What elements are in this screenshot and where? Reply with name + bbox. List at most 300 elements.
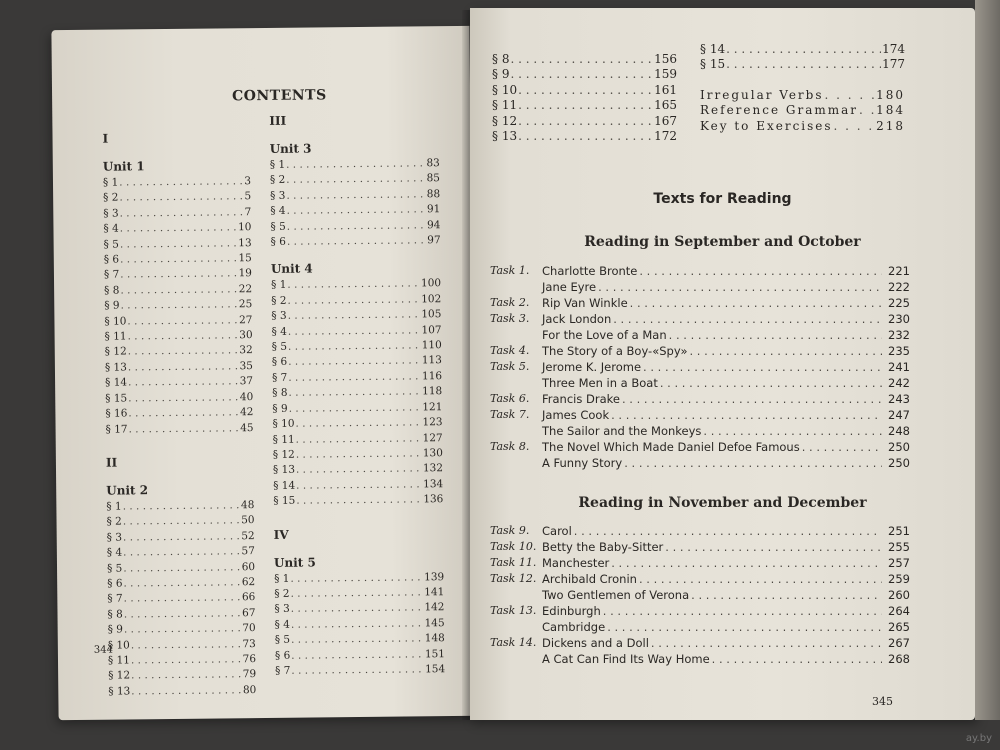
leader-dots: [120, 282, 237, 299]
toc-row: [270, 218, 440, 235]
leader-dots: [598, 279, 882, 295]
toc-row-label: § 4: [274, 618, 290, 631]
task-page: 255: [888, 540, 910, 554]
task-label: Task 7.: [490, 408, 530, 421]
task-label: [490, 279, 542, 295]
part-heading-III: III: [269, 113, 287, 128]
toc-row-label: § 1: [274, 572, 290, 585]
toc-row: [700, 42, 905, 57]
toc-row: [700, 119, 905, 134]
leader-dots: [296, 492, 422, 509]
toc-row-page: 80: [242, 683, 257, 697]
task-row: [490, 455, 910, 471]
task-page: 250: [888, 440, 910, 454]
task-row: [490, 407, 910, 423]
toc-row-page: 73: [242, 637, 256, 650]
task-row: [490, 603, 910, 619]
leader-dots: [128, 375, 239, 392]
leader-dots: [288, 354, 421, 371]
toc-row: [105, 390, 253, 407]
toc-row-page: 139: [424, 570, 445, 583]
toc-row-page: 145: [424, 616, 445, 630]
toc-row-label: § 14: [700, 42, 726, 56]
toc-row-label: § 3: [103, 207, 119, 220]
leader-dots: [123, 498, 240, 515]
toc-row-label: § 3: [106, 531, 123, 544]
leader-dots: [296, 446, 422, 463]
leader-dots: [611, 407, 882, 423]
contents-column-b: [269, 106, 445, 679]
toc-row-label: § 3: [274, 603, 290, 616]
task-row: [490, 635, 910, 651]
toc-row: [272, 415, 442, 432]
leader-dots: [120, 267, 237, 284]
toc-row-label: § 13: [272, 463, 296, 477]
toc-row-page: 19: [238, 267, 253, 280]
toc-row-page: 174: [882, 42, 905, 56]
contents-column-a: [102, 124, 256, 700]
toc-row-label: § 10: [492, 82, 518, 97]
task-title: Betty the Baby-Sitter: [542, 540, 664, 554]
toc-row-page: 118: [422, 385, 443, 398]
toc-row-page: 79: [242, 668, 257, 681]
task-title: Charlotte Bronte: [542, 264, 638, 278]
toc-row-page: 60: [241, 560, 256, 573]
task-label: Task 4.: [490, 344, 530, 357]
leader-dots: [643, 359, 882, 375]
toc-row-label: § 15: [700, 57, 726, 72]
leader-dots: [518, 83, 653, 98]
toc-row-label: § 11: [107, 654, 131, 667]
task-title: A Funny Story: [542, 456, 623, 470]
left-page: [51, 26, 476, 720]
toc-row-label: § 3: [271, 310, 287, 323]
task-page: 243: [888, 392, 910, 406]
task-page: 221: [888, 264, 910, 278]
task-row: [490, 279, 910, 295]
task-page: 264: [888, 604, 910, 618]
toc-row-page: 154: [425, 663, 446, 676]
leader-dots: [651, 635, 882, 651]
task-page: 259: [888, 572, 910, 586]
toc-row: [107, 606, 255, 623]
leader-dots: [726, 57, 881, 72]
task-title: Rip Van Winkle: [542, 296, 628, 310]
task-list-nov-dec: [490, 523, 910, 667]
toc-row: [104, 282, 252, 299]
leader-dots: [127, 328, 238, 345]
task-label: Task 8.: [490, 440, 530, 453]
toc-row: [104, 251, 252, 268]
toc-row-page: 76: [242, 653, 257, 666]
toc-row: [272, 400, 442, 417]
toc-row-page: 105: [421, 308, 442, 321]
toc-row-page: 5: [244, 190, 252, 203]
toc-row-page: 100: [420, 277, 442, 290]
toc-row-label: § 6: [107, 577, 123, 590]
task-page: 242: [888, 376, 910, 390]
toc-row: [103, 205, 251, 222]
toc-row-label: § 13: [104, 361, 127, 374]
unit-1-rows: [103, 174, 254, 437]
toc-row: [108, 667, 256, 684]
part-heading-IV: IV: [273, 527, 289, 542]
toc-row-page: 42: [239, 406, 254, 419]
leader-dots: [726, 42, 881, 57]
toc-row-page: 32: [239, 344, 253, 357]
task-label: [490, 423, 542, 439]
toc-row-page: 113: [421, 354, 442, 367]
toc-row-page: 48: [240, 499, 255, 512]
toc-row-page: 102: [421, 292, 442, 306]
toc-row-page: 91: [426, 203, 441, 216]
toc-row-label: § 5: [274, 633, 291, 647]
leader-dots: [123, 560, 240, 577]
unit-2-rows: [106, 498, 256, 700]
toc-row-label: § 11: [272, 433, 295, 446]
toc-row-page: 121: [422, 400, 443, 414]
toc-row-label: § 1: [269, 158, 286, 171]
toc-row-page: 97: [427, 234, 441, 247]
toc-row: [103, 174, 251, 191]
task-row: [490, 439, 910, 455]
toc-row-page: 184: [876, 103, 905, 118]
task-row: [490, 263, 910, 279]
leader-dots: [286, 172, 425, 189]
toc-row-page: 57: [241, 545, 255, 558]
task-label: [490, 327, 542, 343]
leader-dots: [286, 187, 425, 204]
toc-row-label: § 5: [270, 220, 286, 233]
toc-row-label: § 12: [492, 113, 518, 128]
leader-dots: [802, 439, 882, 455]
toc-row-page: 130: [422, 447, 443, 460]
toc-row-page: 88: [426, 187, 441, 201]
task-title: Carol: [542, 524, 572, 538]
toc-row-label: § 11: [492, 98, 518, 113]
toc-row-page: 66: [241, 591, 256, 604]
task-row: [490, 295, 910, 311]
toc-row-label: § 15: [105, 392, 128, 405]
toc-row: [492, 52, 677, 67]
task-title: Two Gentlemen of Verona: [542, 588, 690, 602]
leader-dots: [518, 98, 653, 113]
leader-dots: [518, 114, 653, 129]
toc-row: [492, 83, 677, 98]
toc-row-label: § 7: [271, 371, 288, 384]
toc-row: [105, 374, 253, 391]
leader-dots: [622, 391, 882, 407]
task-label: Task 9.: [490, 524, 530, 537]
leader-dots: [290, 570, 423, 587]
leader-dots: [639, 263, 882, 279]
toc-row-page: 107: [421, 323, 442, 337]
toc-row-label: § 7: [275, 664, 291, 677]
toc-row: [105, 359, 253, 376]
toc-row: [107, 590, 255, 607]
toc-row: [492, 114, 677, 129]
toc-row-label: § 2: [103, 191, 119, 205]
toc-row-page: 148: [424, 632, 445, 645]
toc-row: [105, 344, 253, 361]
toc-row: [273, 461, 443, 478]
task-row: [490, 375, 910, 391]
leader-dots: [120, 251, 237, 268]
leader-dots: [691, 587, 882, 603]
texts-for-reading-heading: Texts for Reading: [653, 191, 792, 207]
unit-5-rows: [274, 570, 445, 680]
task-row: [490, 587, 910, 603]
leader-dots: [128, 421, 239, 438]
toc-row-page: 3: [244, 175, 252, 188]
leader-dots: [123, 529, 240, 546]
toc-row-page: 37: [239, 375, 254, 388]
leader-dots: [296, 477, 422, 494]
task-row: [490, 327, 910, 343]
task-page: 230: [888, 312, 910, 326]
task-label: Task 11.: [490, 556, 537, 569]
toc-row: [273, 446, 443, 463]
contents-title: CONTENTS: [232, 87, 327, 105]
toc-row-label: § 2: [274, 587, 290, 600]
leader-dots: [124, 606, 241, 623]
toc-row: [270, 172, 440, 189]
leader-dots: [131, 668, 242, 685]
leader-dots: [291, 616, 424, 633]
toc-row: [106, 498, 254, 515]
leader-dots: [630, 295, 882, 311]
toc-row: [271, 307, 441, 324]
task-row: [490, 359, 910, 375]
leader-dots: [712, 651, 882, 667]
toc-row-page: 40: [239, 390, 254, 403]
toc-row-page: 132: [422, 462, 444, 475]
task-label: Task 2.: [490, 296, 530, 309]
toc-row-page: 62: [241, 576, 256, 589]
task-row: [490, 391, 910, 407]
toc-row: [700, 88, 905, 103]
toc-row-page: 172: [654, 129, 677, 144]
leader-dots: [288, 338, 421, 355]
toc-row: [104, 236, 252, 253]
toc-row-page: 116: [421, 370, 443, 383]
toc-row: [108, 637, 256, 654]
task-label: Task 13.: [490, 604, 537, 617]
leader-dots: [288, 323, 421, 340]
task-label: Task 1.: [490, 264, 530, 277]
leader-dots: [624, 455, 882, 471]
toc-row-label: § 9: [492, 67, 510, 82]
toc-row: [492, 67, 677, 82]
toc-row: [271, 292, 441, 309]
task-title: Jane Eyre: [542, 280, 597, 294]
toc-row-page: 127: [422, 431, 443, 444]
toc-row: [274, 585, 444, 602]
leader-dots: [669, 327, 882, 343]
task-label: Task 3.: [490, 312, 530, 325]
page-number-right: 345: [872, 695, 893, 708]
toc-row: [107, 560, 255, 577]
toc-row: [275, 616, 445, 633]
leader-dots: [518, 129, 653, 144]
leader-dots: [296, 462, 422, 479]
task-title: Jack London: [542, 312, 612, 326]
leader-dots: [123, 544, 240, 561]
task-title: Jerome K. Jerome: [542, 360, 642, 374]
task-row: [490, 423, 910, 439]
toc-row: [108, 683, 256, 700]
toc-row-page: 15: [238, 252, 252, 265]
leader-dots: [291, 647, 424, 664]
toc-row: [103, 190, 251, 207]
toc-row: [104, 297, 252, 314]
leader-dots: [286, 156, 425, 173]
leader-dots: [128, 359, 239, 376]
task-page: 248: [888, 424, 910, 438]
toc-row-page: 142: [424, 601, 445, 614]
unit-heading-4: Unit 4: [270, 261, 313, 277]
task-label: Task 6.: [490, 392, 530, 405]
task-row: [490, 651, 910, 667]
leader-dots: [120, 220, 237, 237]
leader-dots: [120, 205, 244, 222]
task-label: Task 12.: [490, 572, 537, 585]
toc-row-page: 13: [238, 236, 252, 249]
toc-row-label: § 4: [103, 222, 119, 235]
toc-row: [270, 202, 440, 219]
task-title: James Cook: [542, 408, 610, 422]
toc-row-label: § 5: [271, 340, 288, 353]
leader-dots: [128, 390, 239, 407]
toc-row-label: § 5: [103, 238, 119, 251]
task-label: Task 14.: [490, 636, 537, 649]
task-page: 265: [888, 620, 910, 634]
toc-row-label: § 10: [104, 315, 127, 328]
leader-dots: [288, 385, 421, 402]
leader-dots: [287, 218, 426, 235]
task-row: [490, 619, 910, 635]
toc-row: [274, 570, 444, 587]
toc-row: [107, 575, 255, 592]
unit-heading-2: Unit 2: [106, 483, 149, 498]
task-label: Task 10.: [490, 540, 537, 553]
toc-row-label: § 14: [273, 479, 296, 492]
task-title: Edinburgh: [542, 604, 601, 618]
task-title: The Sailor and the Monkeys: [542, 424, 702, 438]
toc-row-label: § 6: [270, 235, 286, 248]
toc-row: [700, 57, 905, 72]
toc-row-label: § 9: [104, 299, 120, 312]
toc-row: [274, 600, 444, 617]
toc-row: [271, 233, 441, 250]
toc-row-label: § 13: [108, 685, 131, 698]
toc-row: [700, 103, 905, 118]
page-stack-edge: [975, 0, 1000, 720]
leader-dots: [287, 292, 420, 309]
leader-dots: [131, 683, 242, 700]
toc-row-label: § 7: [107, 592, 123, 605]
toc-row-label: § 4: [270, 204, 286, 218]
toc-row-label: § 6: [274, 649, 291, 662]
toc-row-page: 136: [423, 493, 444, 506]
task-page: 222: [888, 280, 910, 294]
task-row: [490, 523, 910, 539]
section-heading-nov-dec: Reading in November and December: [578, 495, 867, 511]
toc-row-label: § 6: [103, 253, 120, 266]
task-label: [490, 619, 542, 635]
toc-row-label: § 14: [105, 376, 128, 389]
right-page: [470, 8, 975, 720]
toc-row-label: § 11: [104, 330, 127, 343]
toc-row: [272, 338, 442, 355]
toc-row: [272, 369, 442, 386]
toc-row-page: 218: [876, 118, 905, 133]
task-label: [490, 651, 542, 667]
toc-row: [105, 405, 253, 422]
task-label: [490, 375, 542, 391]
page-number-left: 344: [93, 644, 114, 656]
leader-dots: [703, 423, 882, 439]
task-title: Cambridge: [542, 620, 606, 634]
appendix-column: [700, 42, 905, 134]
leader-dots: [607, 619, 882, 635]
task-page: 225: [888, 296, 910, 310]
task-row: [490, 571, 910, 587]
toc-row: [273, 492, 443, 509]
task-page: 247: [888, 408, 910, 422]
toc-row: [272, 354, 442, 371]
leader-dots: [120, 298, 237, 315]
toc-row: [108, 652, 256, 669]
task-title: The Story of a Boy-«Spy»: [542, 344, 688, 358]
leader-dots: [131, 637, 242, 654]
toc-row-label: § 9: [272, 402, 288, 415]
leader-dots: [859, 103, 875, 118]
task-title: Manchester: [542, 556, 610, 570]
task-title: Three Men in a Boat: [542, 376, 658, 390]
task-title: A Cat Can Find Its Way Home: [542, 652, 710, 666]
leader-dots: [295, 415, 421, 432]
toc-row-label: § 1: [102, 176, 119, 189]
toc-row-page: 70: [242, 622, 256, 635]
toc-row-page: 67: [242, 606, 256, 619]
task-list-sep-oct: [490, 263, 910, 471]
toc-row-page: 27: [239, 313, 253, 326]
leader-dots: [288, 308, 421, 325]
continued-sections-column: [492, 52, 677, 144]
toc-row-label: § 10: [272, 417, 295, 431]
task-label: [490, 587, 542, 603]
toc-row-label: § 15: [273, 494, 296, 508]
toc-row-label: § 7: [103, 268, 120, 282]
leader-dots: [123, 514, 240, 531]
task-title: The Novel Which Made Daniel Defoe Famous: [542, 440, 800, 454]
toc-row-label: § 9: [107, 623, 124, 636]
toc-row: [273, 431, 443, 448]
unit-heading-1: Unit 1: [102, 159, 145, 174]
leader-dots: [574, 523, 882, 539]
leader-dots: [603, 603, 882, 619]
leader-dots: [120, 236, 237, 253]
toc-row-page: 30: [239, 329, 253, 342]
task-title: Dickens and a Doll: [542, 636, 649, 650]
leader-dots: [128, 344, 239, 361]
section-heading-sep-oct: Reading in September and October: [584, 234, 861, 250]
unit-4-rows: [271, 277, 443, 510]
toc-row: [104, 313, 252, 330]
toc-row-label: Irregular Verbs: [700, 87, 824, 102]
toc-row-page: 45: [240, 421, 254, 434]
